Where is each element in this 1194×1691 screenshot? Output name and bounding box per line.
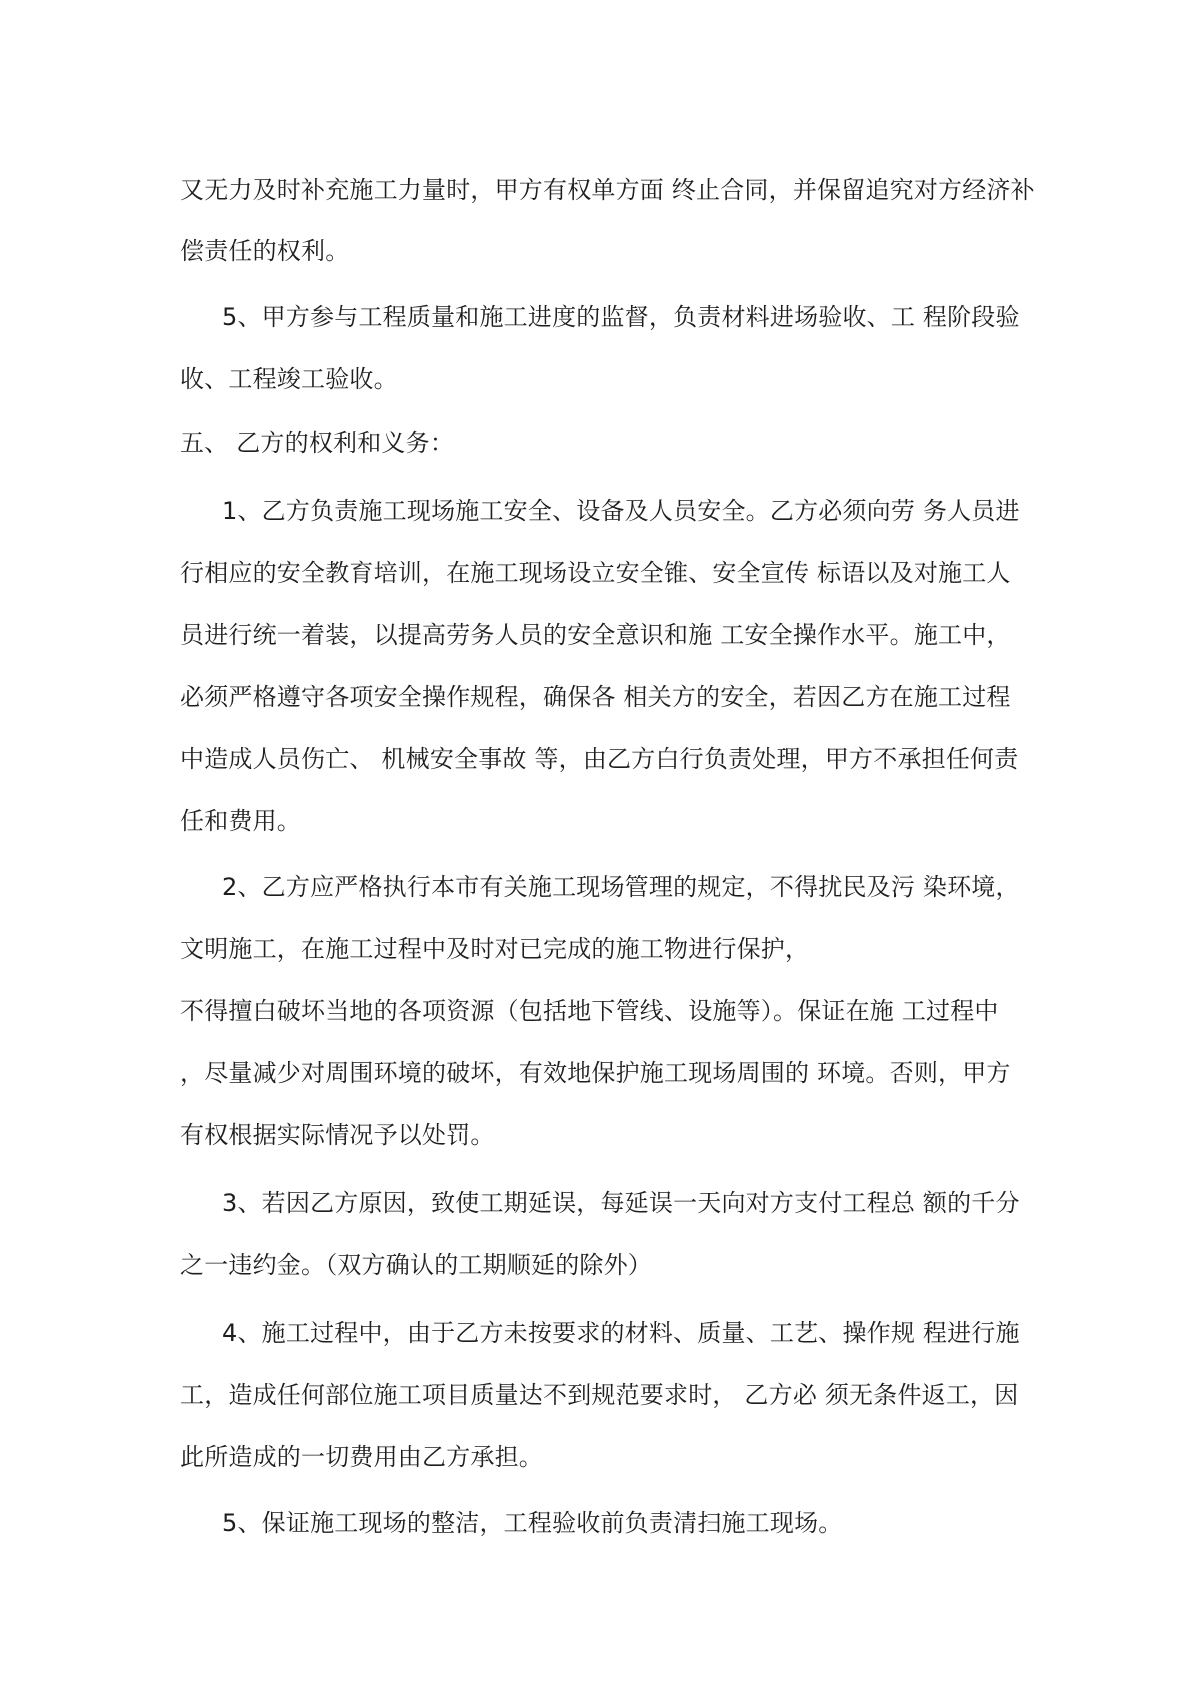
text-line: 中造成人员伤亡、 机械安全事故 等，由乙方白行负责处理，甲方不承担任何责 <box>180 745 1019 773</box>
text-line: 文明施工，在施工过程中及时对已完成的施工物进行保护， <box>180 935 810 963</box>
text-line: 员进行统一着装，以提高劳务人员的安全意识和施 工安全操作水平。施工中， <box>180 621 1011 649</box>
text-line: 行相应的安全教育培训，在施工现场设立安全锥、安全宣传 标语以及对施工人 <box>180 559 1011 587</box>
text-line: 偿责任的权利。 <box>180 237 350 265</box>
text-line: 有权根据实际情况予以处罚。 <box>180 1121 495 1149</box>
text-line: 1、乙方负责施工现场施工安全、设备及人员安全。乙方必须向劳 务人员进 <box>222 497 1020 525</box>
text-line: 又无力及时补充施工力量时，甲方有权单方面 终止合同，并保留追究对方经济补 <box>180 176 1035 204</box>
text-line: 此所造成的一切费用由乙方承担。 <box>180 1443 543 1471</box>
text-line: 之一违约金。（双方确认的工期顺延的除外） <box>180 1251 652 1279</box>
section-heading: 五、 乙方的权利和义务： <box>180 429 455 457</box>
text-line: 5、甲方参与工程质量和施工进度的监督，负责材料进场验收、工 程阶段验 <box>222 303 1020 331</box>
text-line: 不得擅白破坏当地的各项资源（包括地下管线、设施等）。保证在施 工过程中 <box>180 997 999 1025</box>
text-line: 工，造成任何部位施工项目质量达不到规范要求时， 乙方必 须无条件返工，因 <box>180 1381 1019 1409</box>
text-line: 收、工程竣工验收。 <box>180 365 398 393</box>
text-line: 任和费用。 <box>180 807 301 835</box>
text-line: 3、若因乙方原因，致使工期延误，每延误一天向对方支付工程总 额的千分 <box>222 1189 1020 1217</box>
text-line: ，尽量减少对周围环境的破坏，有效地保护施工现场周围的 环境。否则，甲方 <box>180 1059 1011 1087</box>
text-line: 2、乙方应严格执行本市有关施工现场管理的规定，不得扰民及污 染环境， <box>222 873 1020 901</box>
text-line: 5、保证施工现场的整洁，工程验收前负责清扫施工现场。 <box>222 1509 843 1537</box>
text-line: 必须严格遵守各项安全操作规程，确保各 相关方的安全，若因乙方在施工过程 <box>180 683 1011 711</box>
text-line: 4、施工过程中，由于乙方未按要求的材料、质量、工艺、操作规 程进行施 <box>222 1319 1020 1347</box>
